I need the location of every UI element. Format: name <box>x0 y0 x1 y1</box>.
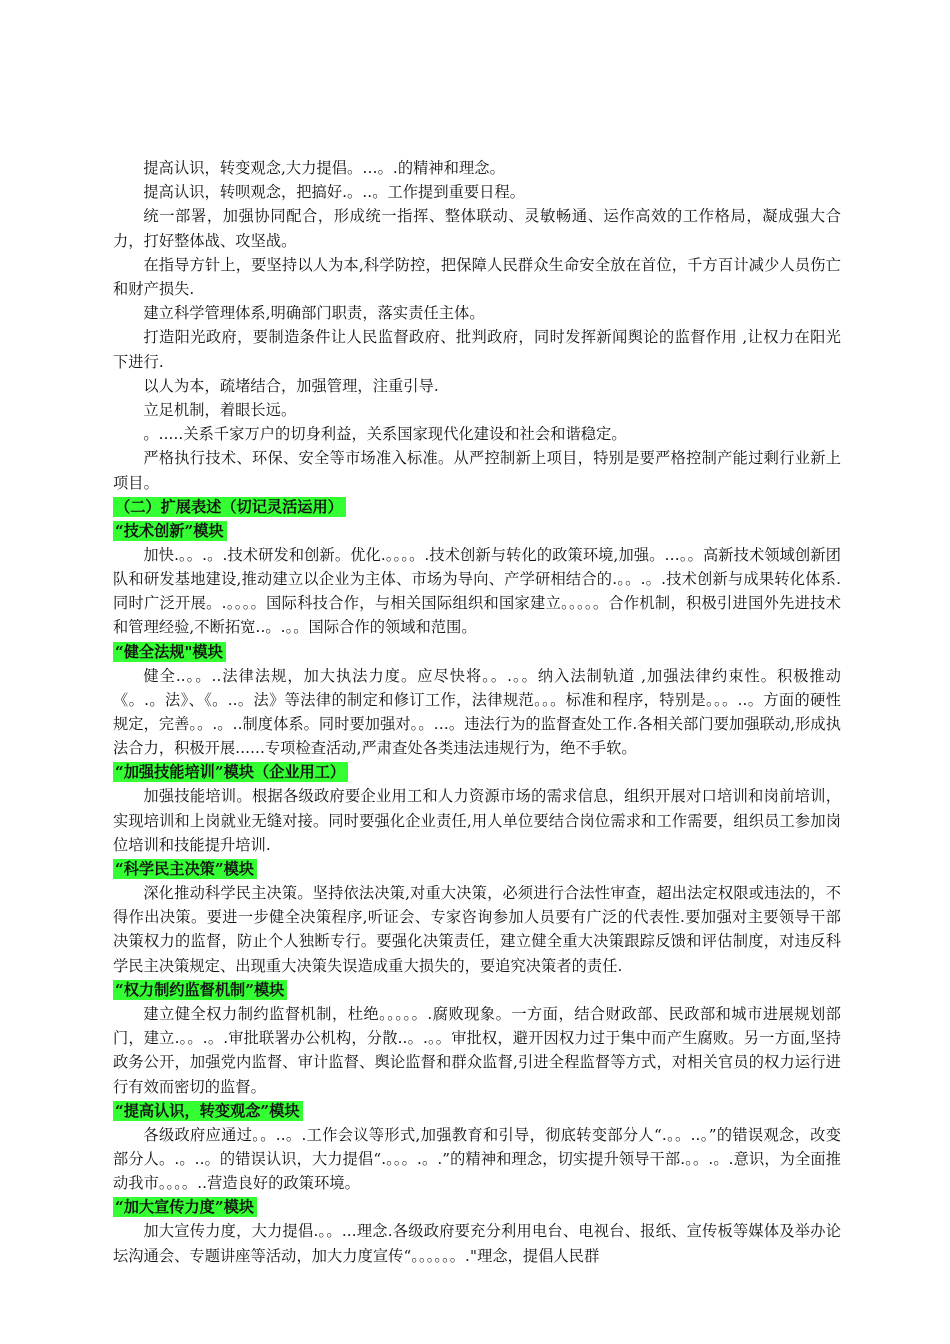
module-heading: “加强技能培训”模块（企业用工） <box>113 762 348 782</box>
module-paragraph: 加快.。。.。.技术研发和创新。优化.。。。。.技术创新与转化的政策环境,加强。…。。高新技术领域创新团队和研发基地建设,推动建立以企业为主体、市场为导向、产学研相结合的.。。.。.技术创新与成果转化体系.同时广泛开展。.。。。。国际科技合作，与相关国际组织和国家建立。。。。。合作机制，积极引进国外先进技术和管理经验,不断拓宽..。.。。国际合作的领域和范围。 <box>113 545 841 637</box>
module-heading: “健全法规"模块 <box>113 642 226 662</box>
module-paragraph: 深化推动科学民主决策。坚持依法决策,对重大决策，必须进行合法性审查，超出法定权限或违法的，不得作出决策。要进一步健全决策程序,听证会、专家咨询参加人员要有广泛的代表性.要加强对主要领导干部决策权力的监督，防止个人独断专行。要强化决策责任，建立健全重大决策跟踪反馈和评估制度，对违反科学民主决策规定、出现重大决策失误造成重大损失的，要追究决策者的责任. <box>113 884 841 975</box>
module-heading: “权力制约监督机制”模块 <box>113 980 287 1000</box>
module-heading: “加大宣传力度”模块 <box>113 1197 257 1217</box>
module-paragraph: 加大宣传力度，大力提倡.。。...理念.各级政府要充分利用电台、电视台、报纸、宣传板等媒体及举办论坛沟通会、专题讲座等活动，加大力度宣传“。。。。。。."理念，提倡人民群 <box>113 1222 841 1265</box>
module-paragraph: 建立健全权力制约监督机制，杜绝。。。。。.腐败现象。一方面，结合财政部、民政部和城市进展规划部门，建立.。。.。.审批联署办公机构，分散..。.。。审批权，避开因权力过于集中而产生腐败。另一方面,坚持政务公开，加强党内监督、审计监督、舆论监督和群众监督,引进全程监督等方式，对相关官员的权力运行进行有效而密切的监督。 <box>113 1004 841 1096</box>
paragraph: 。.....关系千家万户的切身利益，关系国家现代化建设和社会和谐稳定。 <box>143 425 627 444</box>
module-paragraph: 加强技能培训。根据各级政府要企业用工和人力资源市场的需求信息，组织开展对口培训和岗前培训，实现培训和上岗就业无缝对接。同时要强化企业责任,用人单位要结合岗位需求和工作需要，组织员工参加岗位培训和技能提升培训. <box>113 787 841 854</box>
paragraph: 提高认识，转呗观念，把搞好.。..。工作提到重要日程。 <box>143 183 526 202</box>
module-heading: “科学民主决策”模块 <box>113 859 257 879</box>
paragraph: 打造阳光政府，要制造条件让人民监督政府、批判政府，同时发挥新闻舆论的监督作用 ,让权力在阳光下进行. <box>113 328 841 371</box>
section-heading: （二）扩展表述（切记灵活运用） <box>113 497 346 517</box>
module-paragraph: 健全..。。..法律法规，加大执法力度。应尽快将。。.。。纳入法制轨道 ,加强法律约束性。积极推动《。.。法》、《。..。法》等法律的制定和修订工作，法律规范。。。标准和程序，特别是。。。..。方面的硬性规定，完善。。.。..制度体系。同时要加强对。。…。违法行为的监督查处工作.各相关部门要加强联动,形成执法合力，积极开展......专项检查活动,严肃查处各类违法违规行为，绝不手软。 <box>113 666 841 758</box>
paragraph: 立足机制，着眼长远。 <box>143 401 297 420</box>
module-heading: “技术创新”模块 <box>113 521 227 541</box>
paragraph: 提高认识，转变观念,大力提倡。…。.的精神和理念。 <box>143 159 505 177</box>
paragraph: 以人为本，疏堵结合，加强管理，注重引导. <box>143 376 439 395</box>
module-paragraph: 各级政府应通过。。..。.工作会议等形式,加强教育和引导，彻底转变部分人“.。。..。”的错误观念，改变部分人。.。..。的错误认识，大力提倡“.。。。.。.”的精神和理念，切实提升领导干部.。。.。.意识，为全面推动我市。。。。..营造良好的政策环境。 <box>113 1125 841 1193</box>
module-heading: “提高认识，转变观念”模块 <box>113 1101 303 1121</box>
paragraph: 统一部署，加强协同配合，形成统一指挥、整体联动、灵敏畅通、运作高效的工作格局，凝成强大合力，打好整体战、攻坚战。 <box>113 207 841 250</box>
paragraph: 在指导方针上，要坚持以人为本,科学防控，把保障人民群众生命安全放在首位，千方百计减少人员伤亡和财产损失. <box>113 255 841 299</box>
paragraph: 建立科学管理体系,明确部门职责，落实责任主体。 <box>143 304 485 323</box>
document-page <box>113 156 841 1268</box>
paragraph: 严格执行技术、环保、安全等市场准入标准。从严控制新上项目，特别是要严格控制产能过剩行业新上项目。 <box>113 449 841 492</box>
